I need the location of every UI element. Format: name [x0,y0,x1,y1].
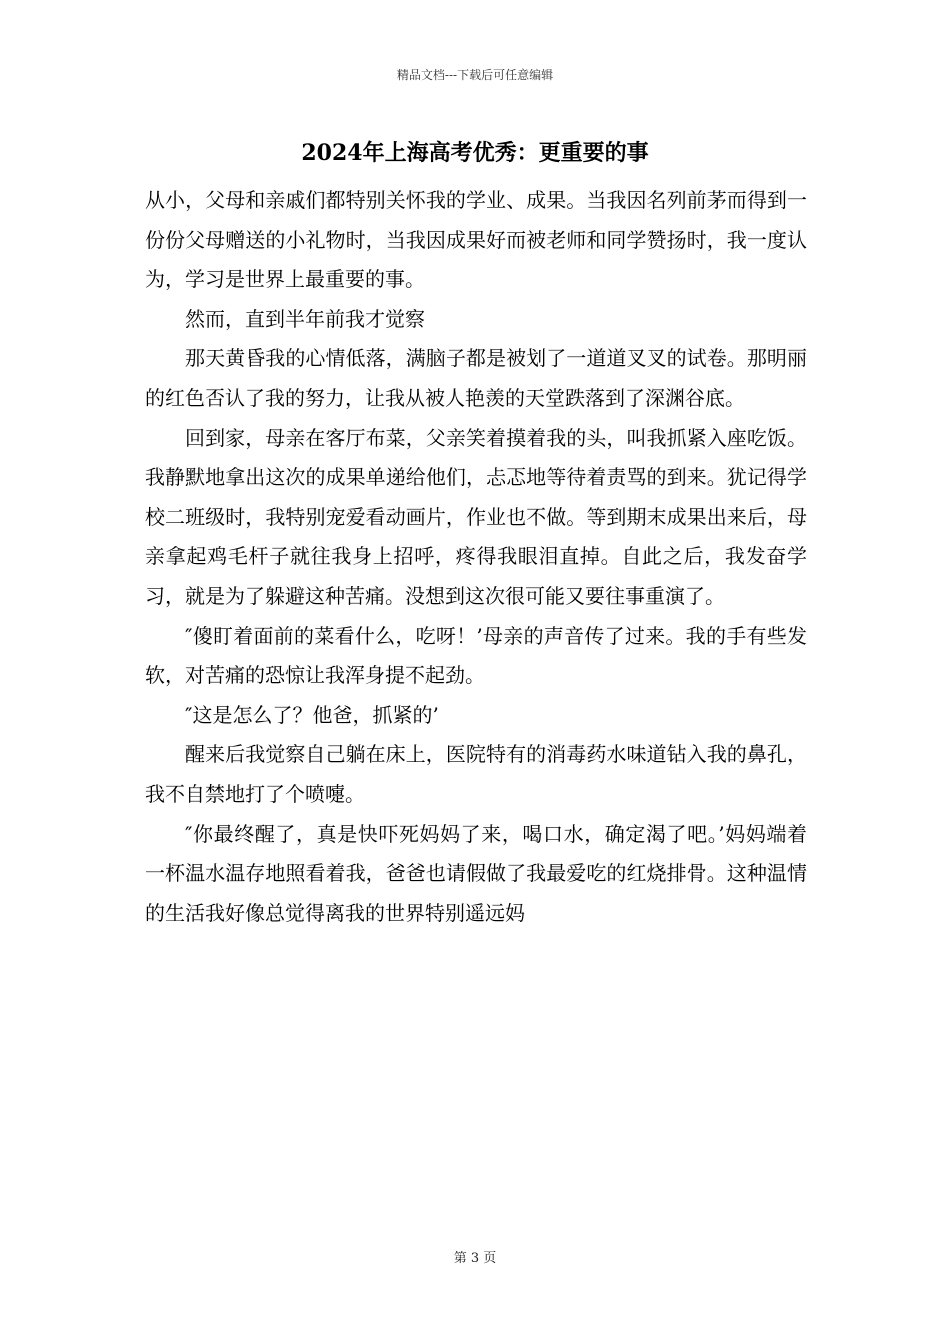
paragraph-1: 从小，父母和亲戚们都特别关怀我的学业、成果。当我因名列前茅而得到一份份父母赠送的小礼物时，当我因成果好而被老师和同学赞扬时，我一度认为，学习是世界上最重要的事。 [145,188,807,292]
page-header: 精品文档---下载后可任意编辑 [396,68,554,82]
paragraph-5: ″傻盯着面前的菜看什么，吃呀！’母亲的声音传了过来。我的手有些发软，对苦痛的恐惊让我浑身提不起劲。 [145,623,807,688]
document-title: 2024年上海高考优秀：更重要的事 [301,140,649,166]
paragraph-7: 醒来后我觉察自己躺在床上，医院特有的消毒药水味道钻入我的鼻孔，我不自禁地打了个喷嚏。 [145,742,807,806]
paragraph-3: 那天黄昏我的心情低落，满脑子都是被划了一道道叉叉的试卷。那明丽的红色否认了我的努力，让我从被人艳羡的天堂跌落到了深渊谷底。 [145,346,807,410]
paragraph-2: 然而，直到半年前我才觉察 [185,306,425,331]
paragraph-8: ″你最终醒了，真是快吓死妈妈了来，喝口水，确定渴了吧。’妈妈端着一杯温水温存地照看着我，爸爸也请假做了我最爱吃的红烧排骨。这种温情的生活我好像总觉得离我的世界特别遥远妈 [145,821,807,925]
paragraph-6: ″这是怎么了？他爸，抓紧的’ [185,702,439,727]
document-body [145,181,807,933]
paragraph-4: 回到家，母亲在客厅布菜，父亲笑着摸着我的头，叫我抓紧入座吃饭。我静默地拿出这次的成果单递给他们，忐忑地等待着责骂的到来。犹记得学校二班级时，我特别宠爱看动画片，作业也不做。等到期末成果出来后，母亲拿起鸡毛杆子就往我身上招呼，疼得我眼泪直掉。自此之后，我发奋学习，就是为了躲避这种苦痛。没想到这次很可能又要往事重演了。 [145,425,807,608]
page-number: 第 3 页 [453,1251,497,1266]
